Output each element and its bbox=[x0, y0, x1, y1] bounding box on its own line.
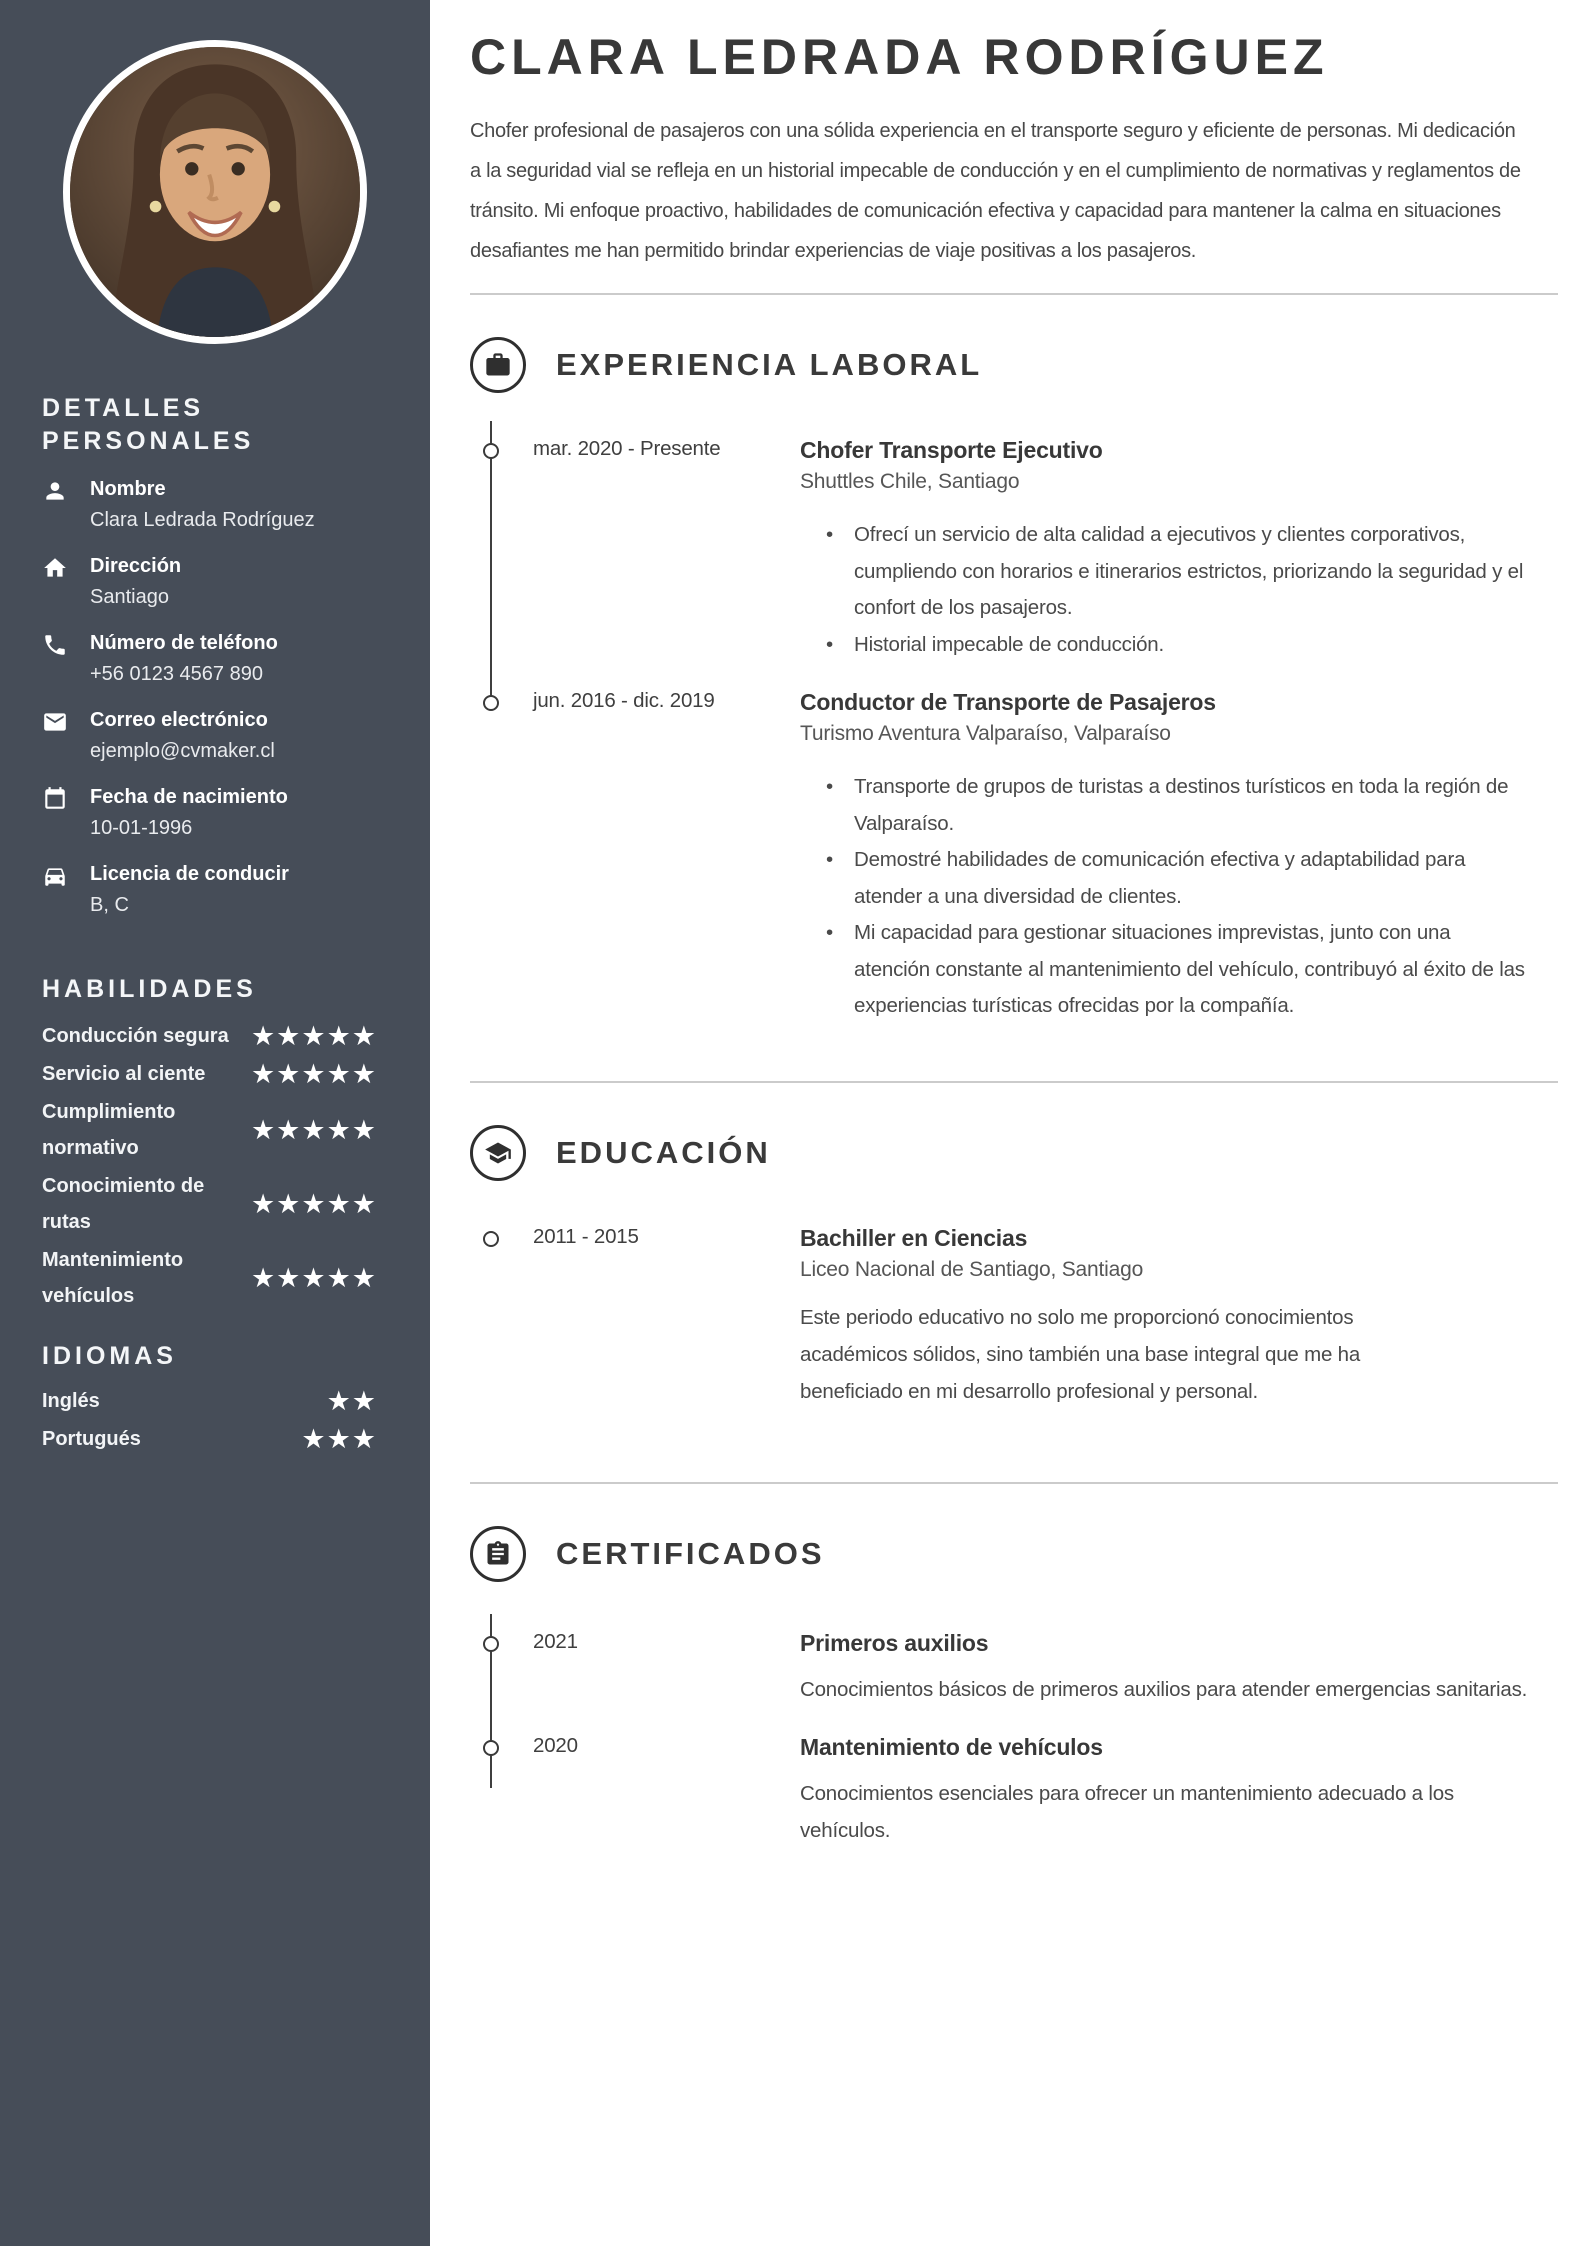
star-rating: ★★★★★ bbox=[250, 1020, 377, 1052]
language-row bbox=[42, 1421, 377, 1457]
entry-body bbox=[800, 435, 1558, 663]
section-header bbox=[470, 1125, 1558, 1181]
section-title: CERTIFICADOS bbox=[556, 1535, 825, 1571]
timeline-marker bbox=[483, 1231, 499, 1247]
avatar bbox=[63, 40, 367, 344]
timeline-entry bbox=[470, 687, 1558, 1025]
entry-description: Conocimientos básicos de primeros auxilios para atender emergencias sanitarias. bbox=[800, 1677, 1528, 1701]
detail-value: B, C bbox=[90, 894, 129, 916]
mail-icon bbox=[42, 709, 68, 735]
bullet-item: • Mi capacidad para gestionar situaciones imprevistas, junto con una atención constante al mantenimiento del vehículo, contribuyó al éxito de las experiencias turísticas ofrecidas por la compañía. bbox=[800, 915, 1530, 1025]
skill-label: Cumplimiento normativo bbox=[42, 1101, 176, 1159]
detail-value: ejemplo@cvmaker.cl bbox=[90, 740, 275, 762]
profile-summary: Chofer profesional de pasajeros con una sólida experiencia en el transporte seguro y eficiente de personas. Mi dedicación a la seguridad vial se refleja en un historial impecable de conducción y en el cumplimiento de normativas y reglamentos de tránsito. Mi enfoque proactivo, habilidades de comunicación efectiva y capacidad para mantener la calma en situaciones desafiantes me han permitido brindar experiencias de viaje positivas a los pasajeros. bbox=[470, 120, 1521, 262]
main-column bbox=[430, 0, 1588, 2246]
detail-value: Clara Ledrada Rodríguez bbox=[90, 509, 315, 531]
language-row bbox=[42, 1383, 377, 1419]
clipboard-icon bbox=[484, 1540, 512, 1568]
detail-item bbox=[42, 551, 377, 613]
entry-date: mar. 2020 - Presente bbox=[533, 437, 721, 460]
section-divider bbox=[470, 293, 1558, 295]
language-label: Portugués bbox=[42, 1428, 141, 1450]
skill-row bbox=[42, 1056, 377, 1092]
entry-date: 2011 - 2015 bbox=[533, 1224, 639, 1248]
timeline-marker bbox=[483, 695, 499, 711]
section-divider bbox=[470, 1081, 1558, 1083]
skills-list bbox=[42, 1018, 377, 1314]
entry-subtitle: Liceo Nacional de Santiago, Santiago bbox=[800, 1257, 1144, 1281]
skill-row bbox=[42, 1242, 377, 1314]
timeline bbox=[470, 435, 1558, 1025]
entry-description: Conocimientos esenciales para ofrecer un mantenimiento adecuado a los vehículos. bbox=[800, 1781, 1454, 1842]
section-experiencia bbox=[470, 293, 1558, 1025]
timeline-entry bbox=[470, 1628, 1558, 1708]
car-icon bbox=[42, 863, 68, 889]
skill-label: Conocimiento de rutas bbox=[42, 1175, 205, 1233]
bullet-item: • Historial impecable de conducción. bbox=[800, 627, 1530, 664]
user-icon bbox=[42, 478, 68, 504]
bullet-item: • Demostré habilidades de comunicación efectiva y adaptabilidad para atender a una diversidad de clientes. bbox=[800, 842, 1530, 915]
star-rating: ★★★★★ bbox=[250, 1262, 377, 1294]
entry-title: Conductor de Transporte de Pasajeros bbox=[800, 689, 1216, 715]
entry-body bbox=[800, 1732, 1558, 1849]
section-divider bbox=[470, 1482, 1558, 1484]
entry-date: 2021 bbox=[533, 1629, 578, 1653]
entry-bullets bbox=[800, 517, 1530, 663]
detail-item bbox=[42, 705, 377, 767]
profile-photo-illustration bbox=[70, 47, 360, 337]
detail-item bbox=[42, 628, 377, 690]
section-header bbox=[470, 1526, 1558, 1582]
timeline-entry bbox=[470, 1223, 1558, 1410]
home-icon bbox=[42, 555, 68, 581]
entry-title: Bachiller en Ciencias bbox=[800, 1224, 1028, 1251]
timeline bbox=[470, 1223, 1558, 1410]
entry-bullets bbox=[800, 769, 1530, 1025]
skill-row bbox=[42, 1168, 377, 1240]
skill-label: Servicio al ciente bbox=[42, 1063, 206, 1085]
sidebar bbox=[0, 0, 430, 2246]
entry-subtitle: Turismo Aventura Valparaíso, Valparaíso bbox=[800, 722, 1171, 745]
entry-date: 2020 bbox=[533, 1733, 578, 1757]
entry-description: Este periodo educativo no solo me proporcionó conocimientos académicos sólidos, sino también una base integral que me ha beneficiado en mi desarrollo profesional y personal. bbox=[800, 1305, 1361, 1403]
timeline-entry bbox=[470, 435, 1558, 663]
entry-subtitle: Shuttles Chile, Santiago bbox=[800, 470, 1020, 493]
detail-item bbox=[42, 474, 377, 536]
entry-date: jun. 2016 - dic. 2019 bbox=[533, 689, 715, 712]
detail-label: Fecha de nacimiento bbox=[90, 786, 288, 808]
detail-label: Licencia de conducir bbox=[90, 863, 289, 885]
entry-title: Primeros auxilios bbox=[800, 1629, 989, 1656]
section-educacion bbox=[470, 1081, 1558, 1410]
detail-label: Dirección bbox=[90, 555, 182, 577]
section-title: EDUCACIÓN bbox=[556, 1134, 771, 1170]
phone-icon bbox=[42, 632, 68, 658]
section-title: EXPERIENCIA LABORAL bbox=[556, 347, 983, 382]
skills-heading: HABILIDADES bbox=[42, 975, 257, 1003]
star-rating: ★★★★★ bbox=[250, 1114, 377, 1146]
star-rating: ★★ bbox=[326, 1385, 377, 1417]
detail-label: Número de teléfono bbox=[90, 632, 278, 654]
star-rating: ★★★★★ bbox=[250, 1058, 377, 1090]
detail-label: Nombre bbox=[90, 478, 166, 500]
entry-title: Mantenimiento de vehículos bbox=[800, 1733, 1103, 1760]
skill-row bbox=[42, 1094, 377, 1166]
entry-body bbox=[800, 1223, 1558, 1410]
timeline-marker bbox=[483, 1740, 499, 1756]
detail-value: Santiago bbox=[90, 586, 169, 608]
entry-title: Chofer Transporte Ejecutivo bbox=[800, 437, 1103, 463]
entry-body bbox=[800, 1628, 1558, 1708]
detail-item bbox=[42, 782, 377, 844]
language-label: Inglés bbox=[42, 1390, 100, 1412]
cv-sections bbox=[470, 293, 1558, 1849]
star-rating: ★★★ bbox=[301, 1423, 377, 1455]
timeline-marker bbox=[483, 443, 499, 459]
page-title: CLARA LEDRADA RODRÍGUEZ bbox=[470, 29, 1329, 85]
languages-list bbox=[42, 1383, 377, 1457]
detail-value: 10-01-1996 bbox=[90, 817, 193, 839]
detail-label: Correo electrónico bbox=[90, 709, 268, 731]
detail-item bbox=[42, 859, 377, 921]
timeline-entry bbox=[470, 1732, 1558, 1849]
entry-body bbox=[800, 687, 1558, 1025]
timeline bbox=[470, 1628, 1558, 1849]
timeline-marker bbox=[483, 1636, 499, 1652]
bullet-item: • Transporte de grupos de turistas a destinos turísticos en toda la región de Valparaíso. bbox=[800, 769, 1530, 842]
briefcase-icon bbox=[484, 351, 512, 379]
personal-details-heading: DETALLES PERSONALES bbox=[42, 394, 255, 455]
skill-row bbox=[42, 1018, 377, 1054]
calendar-icon bbox=[42, 786, 68, 812]
bullet-item: • Ofrecí un servicio de alta calidad a ejecutivos y clientes corporativos, cumpliendo con horarios e itinerarios estrictos, priorizando la seguridad y el confort de los pasajeros. bbox=[800, 517, 1530, 627]
detail-value: +56 0123 4567 890 bbox=[90, 663, 263, 685]
skill-label: Conducción segura bbox=[42, 1025, 229, 1047]
graduation-cap-icon bbox=[484, 1139, 512, 1167]
section-certificados bbox=[470, 1482, 1558, 1849]
personal-details-list bbox=[42, 474, 377, 921]
skill-label: Mantenimiento vehículos bbox=[42, 1249, 184, 1307]
section-header bbox=[470, 337, 1558, 393]
star-rating: ★★★★★ bbox=[250, 1188, 377, 1220]
languages-heading: IDIOMAS bbox=[42, 1342, 177, 1370]
